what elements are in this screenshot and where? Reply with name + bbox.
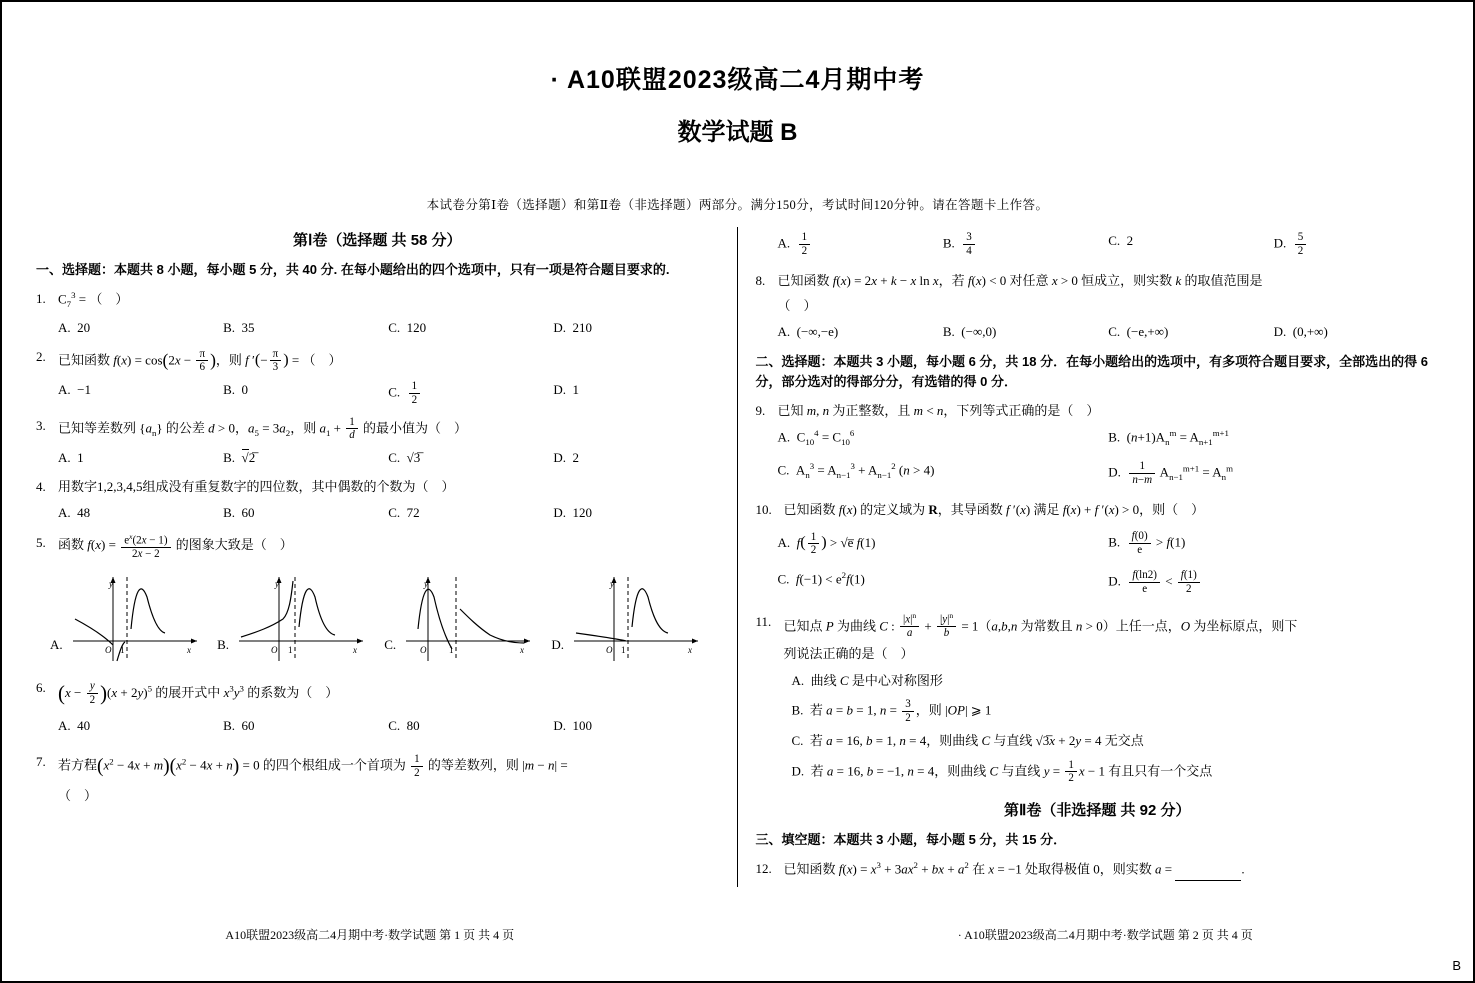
svg-text:O: O xyxy=(104,644,112,655)
question-8 xyxy=(756,271,1440,315)
question-5-graph-options xyxy=(50,569,719,669)
svg-text:x: x xyxy=(520,644,525,655)
question-10-options-row1 xyxy=(778,530,1440,557)
option-c[interactable]: C. 2 xyxy=(1108,233,1134,248)
question-9-options-row1 xyxy=(778,427,1440,450)
section-3-instructions xyxy=(756,830,1440,850)
question-stem: 已知函数 f(x) = cos(2x − $\frac{\pi}{6}$ )，则 f ′(− $\frac{\pi}{3}$ ) = （ ） xyxy=(58,347,342,374)
graph-option-d[interactable] xyxy=(551,569,718,669)
question-1-options xyxy=(58,318,719,338)
question-stem: 已知点 P 为曲线 C : $\frac{|x|^n}{a}$ + $\frac{|y|^n}{b}$ = 1（a,b,n 为常数且 n > 0）上任一点，O 为坐标原点，则下 列说法正确的是（ ） xyxy=(783,610,1298,661)
question-9 xyxy=(756,401,1440,421)
svg-text:1: 1 xyxy=(288,644,293,655)
question-3 xyxy=(36,416,719,442)
section-2-instructions xyxy=(756,352,1440,392)
question-4-options xyxy=(58,503,719,523)
section-1-lead: 一、选择题： xyxy=(36,262,115,278)
option-b[interactable]: B. 60 xyxy=(223,505,255,521)
right-column xyxy=(738,227,1458,887)
option-label: A. xyxy=(50,636,63,652)
svg-text:1: 1 xyxy=(621,644,626,655)
option-a[interactable]: A. (−∞,−e) xyxy=(777,323,839,339)
option-c[interactable]: C. 120 xyxy=(388,320,427,336)
question-number: 10. xyxy=(755,502,772,518)
question-stem: $C_7^3$ = （ ） xyxy=(58,290,129,310)
page-subtitle: 数学试题 B xyxy=(677,119,798,146)
graph-c xyxy=(398,569,538,669)
question-11-option-d[interactable]: D. 若 a = 16, b = −1, n = 4，则曲线 C 与直线 y = $\frac{1}{2}$ x − 1 有且只有一个交点 xyxy=(791,758,1213,785)
section-1-text: 本题共 8 小题，每小题 5 分，共 40 分. 在每小题给出的四个选项中，只有一项是符合题目要求的. xyxy=(114,262,670,278)
graph-b xyxy=(231,569,371,669)
graph-option-b[interactable] xyxy=(217,569,384,669)
question-11-option-a[interactable]: A. 曲线 C 是中心对称图形 xyxy=(791,672,943,688)
question-number: 2. xyxy=(36,349,46,365)
option-b[interactable]: B. √2̅ xyxy=(223,450,256,466)
section-3-lead: 三、填空题： xyxy=(755,832,834,848)
option-b[interactable]: B. 0 xyxy=(223,382,249,398)
question-10 xyxy=(756,500,1440,520)
question-stem: 已知函数 f(x) = 2x + k − x ln x，若 f(x) < 0 对任意 x > 0 恒成立，则实数 k 的取值范围是 （ ） xyxy=(777,273,1263,313)
question-1 xyxy=(36,289,719,312)
question-7-options xyxy=(778,231,1440,257)
question-11-option-c[interactable]: C. 若 a = 16, b = 1, n = 4，则曲线 C 与直线 √3̅x + 2y = 4 无交点 xyxy=(791,733,1144,749)
question-stem: 若方程$(x^2 - 4x + m)(x^2 - 4x + n) = 0$ 的四个根组成一个首项为 $\frac{1}{2}$ 的等差数列，则 |m − n| = （ ） xyxy=(58,753,568,804)
question-number: 5. xyxy=(36,534,46,550)
svg-text:y: y xyxy=(108,578,113,589)
question-12 xyxy=(756,859,1440,880)
question-9-options-row2 xyxy=(778,460,1440,486)
corner-mark: B xyxy=(1452,958,1461,973)
page-footer xyxy=(2,926,1473,943)
question-number: 8. xyxy=(755,273,766,289)
option-d[interactable]: D. 210 xyxy=(553,320,593,336)
section-2-lead: 二、选择题： xyxy=(755,353,834,369)
question-2 xyxy=(36,347,719,374)
option-b[interactable]: B. $(n+1)A_n^m = A_{n+1}^{m+1}$ xyxy=(1108,428,1229,448)
option-c[interactable]: C. $f(-1) < e^2f(1)$ xyxy=(777,570,865,587)
paper-part-1-heading: 第Ⅰ卷（选择题 共 58 分） xyxy=(292,232,462,249)
graph-a xyxy=(65,569,205,669)
option-a[interactable]: A. −1 xyxy=(58,382,91,398)
svg-text:O: O xyxy=(271,644,278,655)
svg-text:y: y xyxy=(610,578,615,589)
option-b[interactable]: B. $\frac{3}{4}$ xyxy=(943,231,1108,257)
option-a[interactable]: A. 1 xyxy=(58,450,84,466)
exam-instructions: 本试卷分第Ⅰ卷（选择题）和第Ⅱ卷（非选择题）两部分。满分150分，考试时间120分钟。请在答题卡上作答。 xyxy=(426,198,1049,212)
svg-text:O: O xyxy=(420,644,427,655)
question-2-options xyxy=(58,380,719,406)
option-d[interactable]: D. $\frac{f(\ln 2)}{e}$ < $\frac{f(1)}{2}$ xyxy=(1108,569,1439,595)
option-label: D. xyxy=(551,636,565,652)
left-column xyxy=(18,227,738,887)
option-c[interactable]: C. 72 xyxy=(388,505,420,521)
question-stem: 已知 m, n 为正整数，且 m < n，下列等式正确的是（ ） xyxy=(777,403,1100,419)
option-b[interactable]: B. 60 xyxy=(223,717,255,733)
question-3-options xyxy=(58,448,719,468)
option-c[interactable]: C. 80 xyxy=(388,717,420,733)
footer-right: · A10联盟2023级高二4月期中考·数学试题 第 2 页 共 4 页 xyxy=(957,928,1253,942)
option-d[interactable]: D. $\frac{5}{2}$ xyxy=(1274,231,1439,257)
option-c[interactable]: C. $\frac{1}{2}$ xyxy=(388,380,553,406)
option-c[interactable]: C. √3̅ xyxy=(388,450,421,466)
question-7 xyxy=(36,752,719,806)
question-number: 12. xyxy=(755,861,772,877)
footer-left: A10联盟2023级高二4月期中考·数学试题 第 1 页 共 4 页 xyxy=(225,928,515,942)
option-b[interactable]: B. $\frac{f(0)}{e}$ > f(1) xyxy=(1108,530,1186,557)
option-d[interactable]: D. 1 xyxy=(553,382,580,398)
svg-text:x: x xyxy=(353,644,358,655)
question-stem: 已知函数 $f(x) = x^3 + 3ax^2$ + bx + $a^2$ 在 x = −1 处取得极值 0，则实数 a = . xyxy=(784,859,1440,880)
option-c[interactable]: C. $A_n^3 = A_{n-1}^3 + A_{n-1}^2$ (n > 4) xyxy=(777,460,935,480)
option-c[interactable]: C. (−e,+∞) xyxy=(1108,323,1169,339)
svg-text:x: x xyxy=(186,644,191,655)
page-title: · A10联盟2023级高二4月期中考 xyxy=(550,66,925,94)
option-d[interactable]: D. $\frac{1}{n-m}$ $A_{n-1}^{m+1} = A_n^m$ xyxy=(1108,459,1233,486)
question-10-options-row2 xyxy=(778,569,1440,595)
question-6 xyxy=(36,678,719,710)
question-5 xyxy=(36,533,719,561)
question-number: 7. xyxy=(36,754,46,770)
option-a[interactable]: A. 48 xyxy=(58,505,91,521)
question-stem: (x − $\frac{y}{2}$ )$(x + 2y)^5$ 的展开式中 $x^3y^3$ 的系数为（ ） xyxy=(58,679,339,706)
svg-text:1: 1 xyxy=(119,644,125,655)
section-1-instructions xyxy=(36,260,719,280)
question-number: 1. xyxy=(36,291,46,307)
question-stem: 已知等差数列 $\{a_n\}$ 的公差 d > 0，$a_5 = 3a_2$，则 $a_1$ + $\frac{1}{d}$ 的最小值为（ ） xyxy=(58,415,468,442)
question-stem: 用数字1,2,3,4,5组成没有重复数字的四位数，其中偶数的个数为（ ） xyxy=(58,479,455,495)
question-stem: 函数 f(x) = $\frac{e^x(2x - 1)}{2x - 2}$ 的图象大致是（ ） xyxy=(58,531,293,560)
option-d[interactable]: D. (0,+∞) xyxy=(1273,323,1328,339)
two-column-body xyxy=(2,227,1473,887)
section-3-text: 本题共 3 小题，每小题 5 分，共 15 分． xyxy=(833,832,1067,848)
title-block xyxy=(2,60,1473,147)
graph-d xyxy=(566,569,706,669)
graph-option-c[interactable] xyxy=(384,569,551,669)
svg-text:y: y xyxy=(275,578,280,589)
option-a[interactable]: A. 40 xyxy=(58,717,91,733)
option-label: B. xyxy=(217,636,230,652)
option-b[interactable]: B. (−∞,0) xyxy=(942,323,997,339)
svg-text:x: x xyxy=(688,644,693,655)
question-6-options xyxy=(58,716,719,736)
option-a[interactable]: A. 20 xyxy=(58,320,91,336)
svg-text:y: y xyxy=(424,578,429,589)
option-a[interactable]: A. f( $\frac{1}{2}$ ) > √e̅ f(1) xyxy=(777,530,876,557)
option-d[interactable]: D. 2 xyxy=(553,450,580,466)
option-b[interactable]: B. 35 xyxy=(223,320,255,336)
question-number: 6. xyxy=(36,679,46,695)
question-number: 9. xyxy=(755,403,766,419)
question-8-options xyxy=(778,322,1440,342)
question-4 xyxy=(36,477,719,497)
paper-part-2-heading: 第Ⅱ卷（非选择题 共 92 分） xyxy=(1003,801,1191,819)
question-11-option-b[interactable]: B. 若 a = b = 1, n = $\frac{3}{2}$ ，则 |OP| ⩾ 1 xyxy=(791,697,992,724)
question-number: 11. xyxy=(755,613,772,629)
option-a[interactable]: A. $\frac{1}{2}$ xyxy=(778,231,943,257)
option-a[interactable]: A. $C_{10}^4 = C_{10}^6$ xyxy=(777,428,855,448)
question-stem: 已知函数 f(x) 的定义域为 R，其导函数 f ′(x) 满足 f(x) + f ′(x) > 0，则（ ） xyxy=(783,502,1205,518)
option-d[interactable]: D. 100 xyxy=(553,717,593,733)
question-number: 3. xyxy=(36,417,46,433)
svg-text:O: O xyxy=(606,644,613,655)
section-2-text: 本题共 3 小题，每小题 6 分，共 18 分．在每小题给出的选项中，有多项符合题目要求，全部选出的得 6 分，部分选对的得部分分，有选错的得 0 分． xyxy=(755,353,1428,389)
question-number: 4. xyxy=(36,479,46,495)
option-label: C. xyxy=(384,636,397,652)
svg-text:1: 1 xyxy=(449,644,454,655)
graph-option-a[interactable] xyxy=(50,569,217,669)
question-11 xyxy=(756,612,1440,664)
option-d[interactable]: D. 120 xyxy=(553,505,593,521)
